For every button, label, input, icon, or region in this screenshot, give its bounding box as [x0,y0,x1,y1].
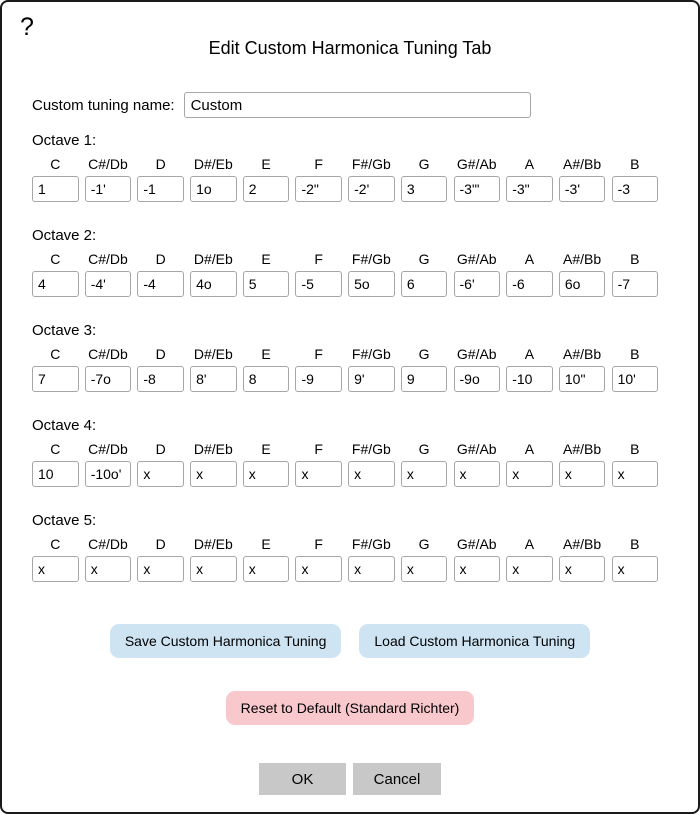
note-tab-input[interactable] [32,461,79,487]
note-cell [243,441,290,487]
note-name-label: F [314,536,323,552]
note-name-label: G [418,536,430,552]
note-tab-input[interactable] [559,271,606,297]
note-name-label: A#/Bb [563,441,602,457]
note-tab-input[interactable] [137,461,184,487]
note-cell [243,536,290,582]
note-tab-input[interactable] [32,176,79,202]
note-tab-input[interactable] [401,556,448,582]
note-cell [401,156,448,202]
note-name-label: F#/Gb [351,251,391,267]
note-name-label: A [524,251,535,267]
note-cell [454,346,501,392]
note-name-label: D [155,441,166,457]
octave-label: Octave 4: [32,417,97,434]
note-name-label: A#/Bb [563,536,602,552]
load-tuning-button[interactable]: Load Custom Harmonica Tuning [359,624,590,658]
octave-cells [32,441,698,487]
note-tab-input[interactable] [243,366,290,392]
note-tab-input[interactable] [506,271,553,297]
note-name-label: F [314,346,323,362]
note-cell [612,156,659,202]
dialog-title: Edit Custom Harmonica Tuning Tab [208,38,492,58]
note-name-label: G [418,156,430,172]
note-name-label: D#/Eb [193,536,233,552]
octave-cells [32,156,698,202]
note-name-label: F [314,156,323,172]
note-name-label: C#/Db [88,251,128,267]
cancel-button[interactable]: Cancel [353,763,441,795]
note-name-label: D#/Eb [193,346,233,362]
note-name-label: E [261,536,271,552]
note-cell [401,346,448,392]
save-tuning-button[interactable]: Save Custom Harmonica Tuning [110,624,342,658]
note-tab-input[interactable] [295,366,342,392]
tuning-name-row [32,92,698,118]
note-tab-input[interactable] [506,556,553,582]
note-tab-input[interactable] [612,271,659,297]
note-tab-input[interactable] [401,461,448,487]
note-tab-input[interactable] [190,366,237,392]
tuning-name-input[interactable] [184,92,531,118]
note-name-label: A#/Bb [563,346,602,362]
note-cell [348,536,395,582]
note-name-label: C [50,346,61,362]
note-cell [401,536,448,582]
note-name-label: C [50,441,61,457]
note-cell [454,156,501,202]
note-tab-input[interactable] [612,461,659,487]
note-cell [295,251,342,297]
octave-section [32,227,698,297]
note-tab-input[interactable] [348,461,395,487]
note-tab-input[interactable] [612,556,659,582]
note-cell [32,156,79,202]
note-tab-input[interactable] [559,556,606,582]
note-cell [559,441,606,487]
note-tab-input[interactable] [295,176,342,202]
note-tab-input[interactable] [348,271,395,297]
octave-label: Octave 3: [32,322,97,339]
octave-cells [32,251,698,297]
note-name-label: D#/Eb [193,441,233,457]
note-tab-input[interactable] [243,461,290,487]
note-name-label: D [155,536,166,552]
note-name-label: G [418,346,430,362]
note-name-label: F#/Gb [351,156,391,172]
note-name-label: B [630,346,640,362]
note-cell [348,346,395,392]
note-name-label: E [261,441,271,457]
note-name-label: F#/Gb [351,346,391,362]
note-name-label: F#/Gb [351,441,391,457]
note-tab-input[interactable] [85,556,132,582]
note-cell [612,346,659,392]
note-cell [506,156,553,202]
note-name-label: E [261,156,271,172]
octave-cells [32,346,698,392]
note-name-label: B [630,156,640,172]
note-name-label: C [50,251,61,267]
note-cell [612,441,659,487]
note-tab-input[interactable] [454,366,501,392]
note-tab-input[interactable] [348,556,395,582]
note-name-label: C#/Db [88,536,128,552]
note-cell [559,156,606,202]
note-tab-input[interactable] [401,176,448,202]
note-cell [559,251,606,297]
octave-label: Octave 1: [32,132,97,149]
note-cell [454,251,501,297]
note-name-label: C [50,536,61,552]
note-name-label: E [261,346,271,362]
note-name-label: A [524,441,535,457]
note-name-label: G#/Ab [456,441,497,457]
note-cell [454,441,501,487]
note-tab-input[interactable] [506,176,553,202]
note-cell [295,536,342,582]
note-name-label: B [630,251,640,267]
note-name-label: A#/Bb [563,156,602,172]
note-cell [295,346,342,392]
octave-section [32,132,698,202]
note-tab-input[interactable] [348,176,395,202]
note-cell [243,156,290,202]
save-load-row [2,624,698,658]
note-name-label: A#/Bb [563,251,602,267]
note-tab-input[interactable] [190,271,237,297]
octave-section [32,322,698,392]
note-cell [32,441,79,487]
note-name-label: C#/Db [88,441,128,457]
octaves-container [32,132,698,582]
note-cell [243,346,290,392]
note-name-label: G#/Ab [456,346,497,362]
note-cell [401,441,448,487]
note-tab-input[interactable] [612,176,659,202]
note-cell [559,536,606,582]
note-name-label: G#/Ab [456,156,497,172]
note-cell [137,536,184,582]
note-tab-input[interactable] [85,366,132,392]
note-cell [190,536,237,582]
note-cell [559,346,606,392]
note-tab-input[interactable] [506,461,553,487]
note-tab-input[interactable] [295,556,342,582]
note-name-label: G [418,251,430,267]
note-cell [506,536,553,582]
note-cell [295,156,342,202]
note-tab-input[interactable] [243,176,290,202]
note-cell [137,346,184,392]
note-cell [348,441,395,487]
note-name-label: D#/Eb [193,156,233,172]
note-tab-input[interactable] [85,271,132,297]
note-tab-input[interactable] [295,271,342,297]
note-tab-input[interactable] [137,176,184,202]
note-tab-input[interactable] [243,271,290,297]
note-tab-input[interactable] [454,556,501,582]
note-tab-input[interactable] [85,176,132,202]
note-tab-input[interactable] [32,556,79,582]
note-name-label: D [155,156,166,172]
note-cell [401,251,448,297]
note-name-label: A [524,346,535,362]
note-cell [295,441,342,487]
note-tab-input[interactable] [559,461,606,487]
note-name-label: F#/Gb [351,536,391,552]
note-cell [190,346,237,392]
note-cell [190,251,237,297]
note-cell [137,441,184,487]
note-cell [348,156,395,202]
note-name-label: C#/Db [88,156,128,172]
reset-row [2,691,698,725]
note-cell [85,536,132,582]
note-name-label: G [418,441,430,457]
note-tab-input[interactable] [137,366,184,392]
note-tab-input[interactable] [454,176,501,202]
note-tab-input[interactable] [190,461,237,487]
note-tab-input[interactable] [348,366,395,392]
note-cell [612,536,659,582]
octave-label: Octave 2: [32,227,97,244]
octave-cells [32,536,698,582]
note-cell [454,536,501,582]
note-name-label: A [524,156,535,172]
note-name-label: B [630,536,640,552]
octave-label: Octave 5: [32,512,97,529]
note-tab-input[interactable] [295,461,342,487]
note-tab-input[interactable] [190,556,237,582]
reset-default-button[interactable]: Reset to Default (Standard Richter) [226,691,475,725]
note-name-label: F [314,251,323,267]
note-name-label: E [261,251,271,267]
note-name-label: D [155,346,166,362]
note-name-label: A [524,536,535,552]
note-cell [506,251,553,297]
note-tab-input[interactable] [559,176,606,202]
note-tab-input[interactable] [137,556,184,582]
note-name-label: G#/Ab [456,251,497,267]
note-cell [348,251,395,297]
octave-section [32,512,698,582]
note-tab-input[interactable] [506,366,553,392]
note-tab-input[interactable] [401,271,448,297]
note-cell [506,346,553,392]
note-tab-input[interactable] [85,461,132,487]
ok-cancel-row [2,763,698,795]
note-tab-input[interactable] [401,366,448,392]
help-icon[interactable]: ? [20,13,34,41]
note-tab-input[interactable] [137,271,184,297]
note-cell [190,441,237,487]
note-tab-input[interactable] [454,461,501,487]
note-tab-input[interactable] [32,366,79,392]
note-tab-input[interactable] [612,366,659,392]
octave-section [32,417,698,487]
tuning-name-label: Custom tuning name: [32,96,175,114]
note-cell [612,251,659,297]
note-cell [32,536,79,582]
note-name-label: C#/Db [88,346,128,362]
note-name-label: B [630,441,640,457]
note-cell [190,156,237,202]
note-cell [506,441,553,487]
note-cell [85,441,132,487]
note-name-label: G#/Ab [456,536,497,552]
ok-button[interactable]: OK [259,763,346,795]
note-name-label: D [155,251,166,267]
note-cell [85,156,132,202]
note-cell [85,346,132,392]
note-tab-input[interactable] [454,271,501,297]
note-cell [32,346,79,392]
note-tab-input[interactable] [190,176,237,202]
note-name-label: D#/Eb [193,251,233,267]
note-cell [137,251,184,297]
note-name-label: C [50,156,61,172]
note-tab-input[interactable] [559,366,606,392]
note-tab-input[interactable] [32,271,79,297]
note-cell [243,251,290,297]
note-name-label: F [314,441,323,457]
note-tab-input[interactable] [243,556,290,582]
note-cell [85,251,132,297]
note-cell [32,251,79,297]
note-cell [137,156,184,202]
